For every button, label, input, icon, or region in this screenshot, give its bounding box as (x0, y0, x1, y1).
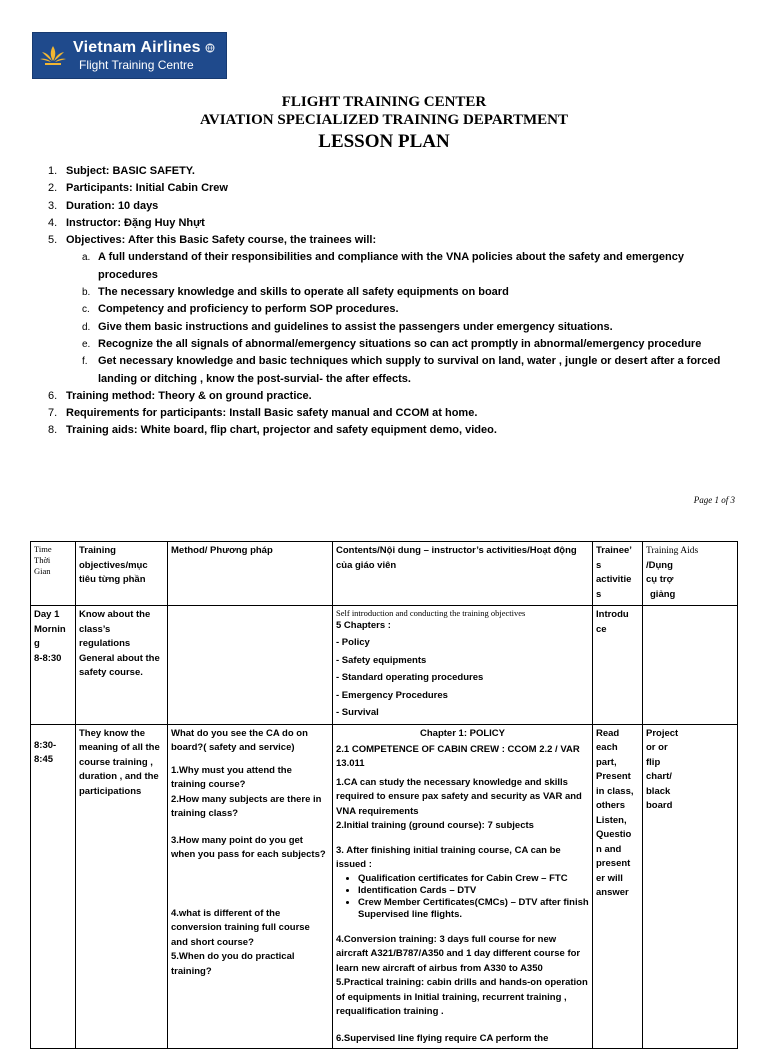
objective-item: d. Give them basic instructions and guidelines to assist the passengers under emergency situations. (82, 320, 613, 333)
row1-objectives: Know about the class’s regulations General about the safety course. (76, 606, 168, 725)
list-item-objectives: 5. Objectives: After this Basic Safety course, the trainees will: (48, 234, 377, 247)
list-item: - Safety equipments (336, 654, 427, 666)
vietnam-airlines-logo (32, 32, 227, 79)
row1-time: Day 1 Mornin g 8-8:30 (31, 606, 76, 725)
row2-time: 8:30- 8:45 (31, 724, 76, 1049)
list-item-instructor: 4. Instructor: Đặng Huy Nhựt (48, 216, 205, 229)
header-trainee-activities: Trainee’ s activitie s (593, 542, 643, 606)
logo-name: Vietnam Airlines (73, 39, 201, 56)
header-objectives: Training objectives/mục tiêu từng phần (76, 542, 168, 606)
row1-method (168, 606, 333, 725)
header-contents: Contents/Nội dung – instructor’s activities/Hoạt động của giáo viên (333, 542, 593, 606)
row2-objectives: They know the meaning of all the course training , duration , and the participations (76, 724, 168, 1049)
heading-center: FLIGHT TRAINING CENTER (281, 94, 487, 110)
lesson-plan-table (30, 541, 738, 1049)
list-item-participants: 2. Participants: Initial Cabin Crew (48, 182, 228, 195)
list-item-subject: 1. Subject: BASIC SAFETY. (48, 165, 195, 177)
row2-trainee: Read each part, Present in class, others Listen, Questio n and present er will answer (593, 724, 643, 1049)
list-item: - Survival (336, 707, 379, 719)
row2-aids: Project or or flip chart/ black board (643, 724, 738, 1049)
header-training-aids: Training Aids /Dụng cụ trợ giảng (643, 542, 738, 606)
list-item: - Standard operating procedures (336, 672, 484, 684)
heading-department: AVIATION SPECIALIZED TRAINING DEPARTMENT (199, 112, 568, 128)
table-header-row (31, 542, 738, 606)
table-row (31, 724, 738, 1049)
list-item-training-method: 6. Training method: Theory & on ground practice. (48, 389, 312, 402)
row2-method: What do you see the CA do on board?( safety and service) 1.Why must you attend the training course? 2.How many subjects are there in training class? 3.How many point do you get when you pass for each subjects? 4.what is different of the conversion training full course and short course? 5.When do you do practical training? (168, 724, 333, 1049)
logo-subtitle: Flight Training Centre (79, 58, 194, 72)
heading-lesson-plan: LESSON PLAN (318, 131, 450, 152)
list-item: • Crew Member Certificates(CMCs) – DTV after finish Supervised line flights. (358, 897, 589, 921)
header-method: Method/ Phương pháp (168, 542, 333, 606)
row2-contents: Chapter 1: POLICY 2.1 COMPETENCE OF CABIN CREW : CCOM 2.2 / VAR 13.011 1.CA can study the necessary knowledge and skills required to ensure pax safety and security as VAR and VNA requirements 2.Initial training (ground course): 7 subjects 3. After finishing initial training course, CA can be issued : • Qualification certificates for Cabin Crew – FTC • Identification Cards – DTV • Crew Member Certificates(CMCs) – DTV after finish Supervised line flights. 4.Conversion training: 3 days full course for new aircraft A321/B787/A350 and 1 day different course for learn new aircraft of airbus from A330 to A350 5.Practical training: cabin drills and hands-on operation of equipments in Initial training, recurrent training , requalification training . 6.Supervised line flying require CA perform the (333, 724, 593, 1049)
list-item-training-aids: 8. Training aids: White board, flip chart, projector and safety equipment demo, video. (48, 424, 497, 437)
objective-item: c. Competency and proficiency to perform SOP procedures. (82, 303, 399, 316)
header-time: Time Thời Gian (31, 542, 76, 606)
list-item: - Policy (336, 637, 370, 648)
row1-trainee: Introdu ce (593, 606, 643, 725)
skyteam-globe-icon (205, 43, 215, 53)
lotus-icon (39, 44, 67, 68)
objective-item: f. Get necessary knowledge and basic techniques which supply to survival on land, water , jungle or desert after a forced landing or ditching , know the post-survial- the after effects. (82, 355, 721, 385)
lesson-info-list (32, 163, 732, 440)
chapters-list (336, 634, 589, 722)
objective-item: a. A full understand of their responsibilities and compliance with the VNA policies about the safety and emergency procedures (82, 251, 684, 281)
page-number: Page 1 of 3 (693, 495, 735, 505)
objectives-sublist (32, 249, 732, 387)
objective-item: e. Recognize the all signals of abnormal/emergency situations so can act promptly in abnormal/emergency procedure (82, 337, 702, 350)
list-item-duration: 3. Duration: 10 days (48, 199, 159, 212)
row1-aids (643, 606, 738, 725)
list-item: • Identification Cards – DTV (358, 885, 589, 897)
logo-text (73, 40, 215, 71)
list-item-requirements: 7. Requirements for participants: Install Basic safety manual and CCOM at home. (48, 407, 478, 420)
certificates-list (336, 873, 589, 921)
objective-item: b. The necessary knowledge and skills to operate all safety equipments on board (82, 286, 509, 299)
list-item: - Emergency Procedures (336, 689, 448, 701)
list-item: • Qualification certificates for Cabin Crew – FTC (358, 873, 589, 885)
table-row (31, 606, 738, 725)
row1-contents: Self introduction and conducting the training objectives 5 Chapters : - Policy - Safety equipments - Standard operating procedures - Emergency Procedures - Survival (333, 606, 593, 725)
